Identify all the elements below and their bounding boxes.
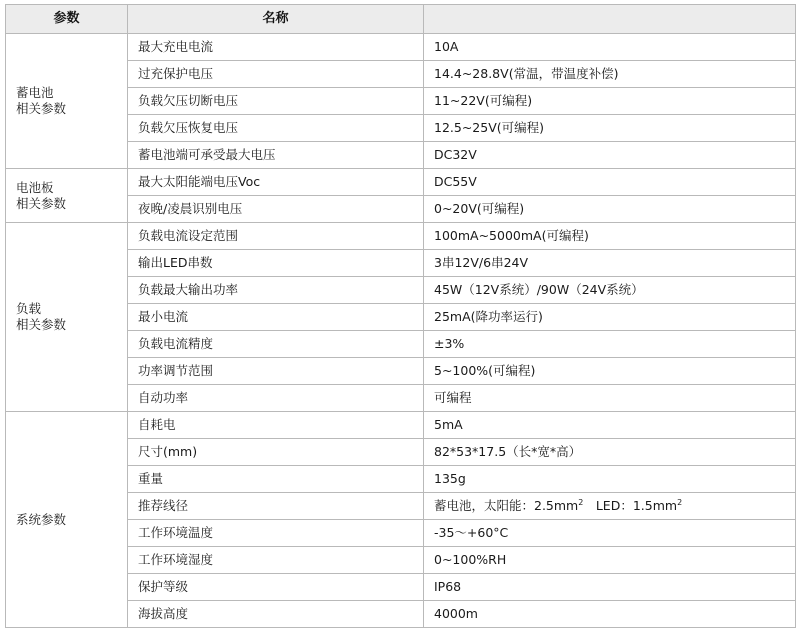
table-row [6, 169, 796, 196]
spec-value: 5~100%(可编程) [424, 358, 796, 385]
table-body [6, 34, 796, 628]
table-header-row [6, 5, 796, 34]
spec-name: 自耗电 [128, 412, 424, 439]
spec-name: 蓄电池端可承受最大电压 [128, 142, 424, 169]
column-header-name: 名称 [128, 5, 424, 34]
parameter-group-label [6, 223, 128, 412]
spec-name: 输出LED串数 [128, 250, 424, 277]
spec-name: 过充保护电压 [128, 61, 424, 88]
spec-value: 可编程 [424, 385, 796, 412]
parameter-group-label [6, 34, 128, 169]
parameter-group-label-line: 蓄电池 [16, 85, 54, 101]
table-row [6, 34, 796, 61]
spec-name: 最大充电电流 [128, 34, 424, 61]
spec-name: 工作环境湿度 [128, 547, 424, 574]
spec-value: 0~20V(可编程) [424, 196, 796, 223]
spec-value: DC55V [424, 169, 796, 196]
spec-name: 最小电流 [128, 304, 424, 331]
parameter-group-label-line: 系统参数 [16, 511, 67, 527]
parameter-group-label-line: 负载 [16, 301, 42, 317]
spec-value: IP68 [424, 574, 796, 601]
spec-value: -35～+60°C [424, 520, 796, 547]
parameter-group-label [6, 169, 128, 223]
spec-value: ±3% [424, 331, 796, 358]
spec-value: DC32V [424, 142, 796, 169]
spec-name: 推荐线径 [128, 493, 424, 520]
spec-name: 最大太阳能端电压Voc [128, 169, 424, 196]
spec-name: 夜晚/凌晨识别电压 [128, 196, 424, 223]
spec-name: 工作环境温度 [128, 520, 424, 547]
specifications-table [5, 4, 796, 628]
spec-value: 4000m [424, 601, 796, 628]
spec-value: 12.5~25V(可编程) [424, 115, 796, 142]
spec-value: 45W（12V系统）/90W（24V系统） [424, 277, 796, 304]
spec-name: 负载电流设定范围 [128, 223, 424, 250]
parameter-group-label-line: 相关参数 [16, 101, 67, 116]
table-row [6, 223, 796, 250]
column-header-parameter: 参数 [6, 5, 128, 34]
spec-value: 3串12V/6串24V [424, 250, 796, 277]
spec-name: 功率调节范围 [128, 358, 424, 385]
table-row [6, 412, 796, 439]
spec-name: 负载最大输出功率 [128, 277, 424, 304]
spec-value: 0~100%RH [424, 547, 796, 574]
parameter-group-label-line: 相关参数 [16, 317, 67, 332]
spec-value: 135g [424, 466, 796, 493]
spec-value: 100mA~5000mA(可编程) [424, 223, 796, 250]
spec-value: 5mA [424, 412, 796, 439]
parameter-group-label-line: 电池板 [16, 179, 54, 195]
parameter-group-label [6, 412, 128, 628]
spec-value: 蓄电池，太阳能：$2.5mm^2$ LED：$1.5mm^2$ [424, 493, 796, 520]
spec-name: 重量 [128, 466, 424, 493]
spec-value: 82*53*17.5（长*宽*高） [424, 439, 796, 466]
spec-value: 14.4~28.8V(常温，带温度补偿) [424, 61, 796, 88]
spec-name: 保护等级 [128, 574, 424, 601]
spec-name: 自动功率 [128, 385, 424, 412]
parameter-group-label-line: 相关参数 [16, 195, 67, 211]
spec-name: 海拔高度 [128, 601, 424, 628]
spec-value: 10A [424, 34, 796, 61]
spec-name: 负载欠压切断电压 [128, 88, 424, 115]
spec-name: 负载欠压恢复电压 [128, 115, 424, 142]
spec-value: 25mA(降功率运行) [424, 304, 796, 331]
spec-name: 尺寸(mm) [128, 439, 424, 466]
spec-name: 负载电流精度 [128, 331, 424, 358]
table-header [6, 5, 796, 34]
spec-value: 11~22V(可编程) [424, 88, 796, 115]
column-header-value [424, 5, 796, 34]
